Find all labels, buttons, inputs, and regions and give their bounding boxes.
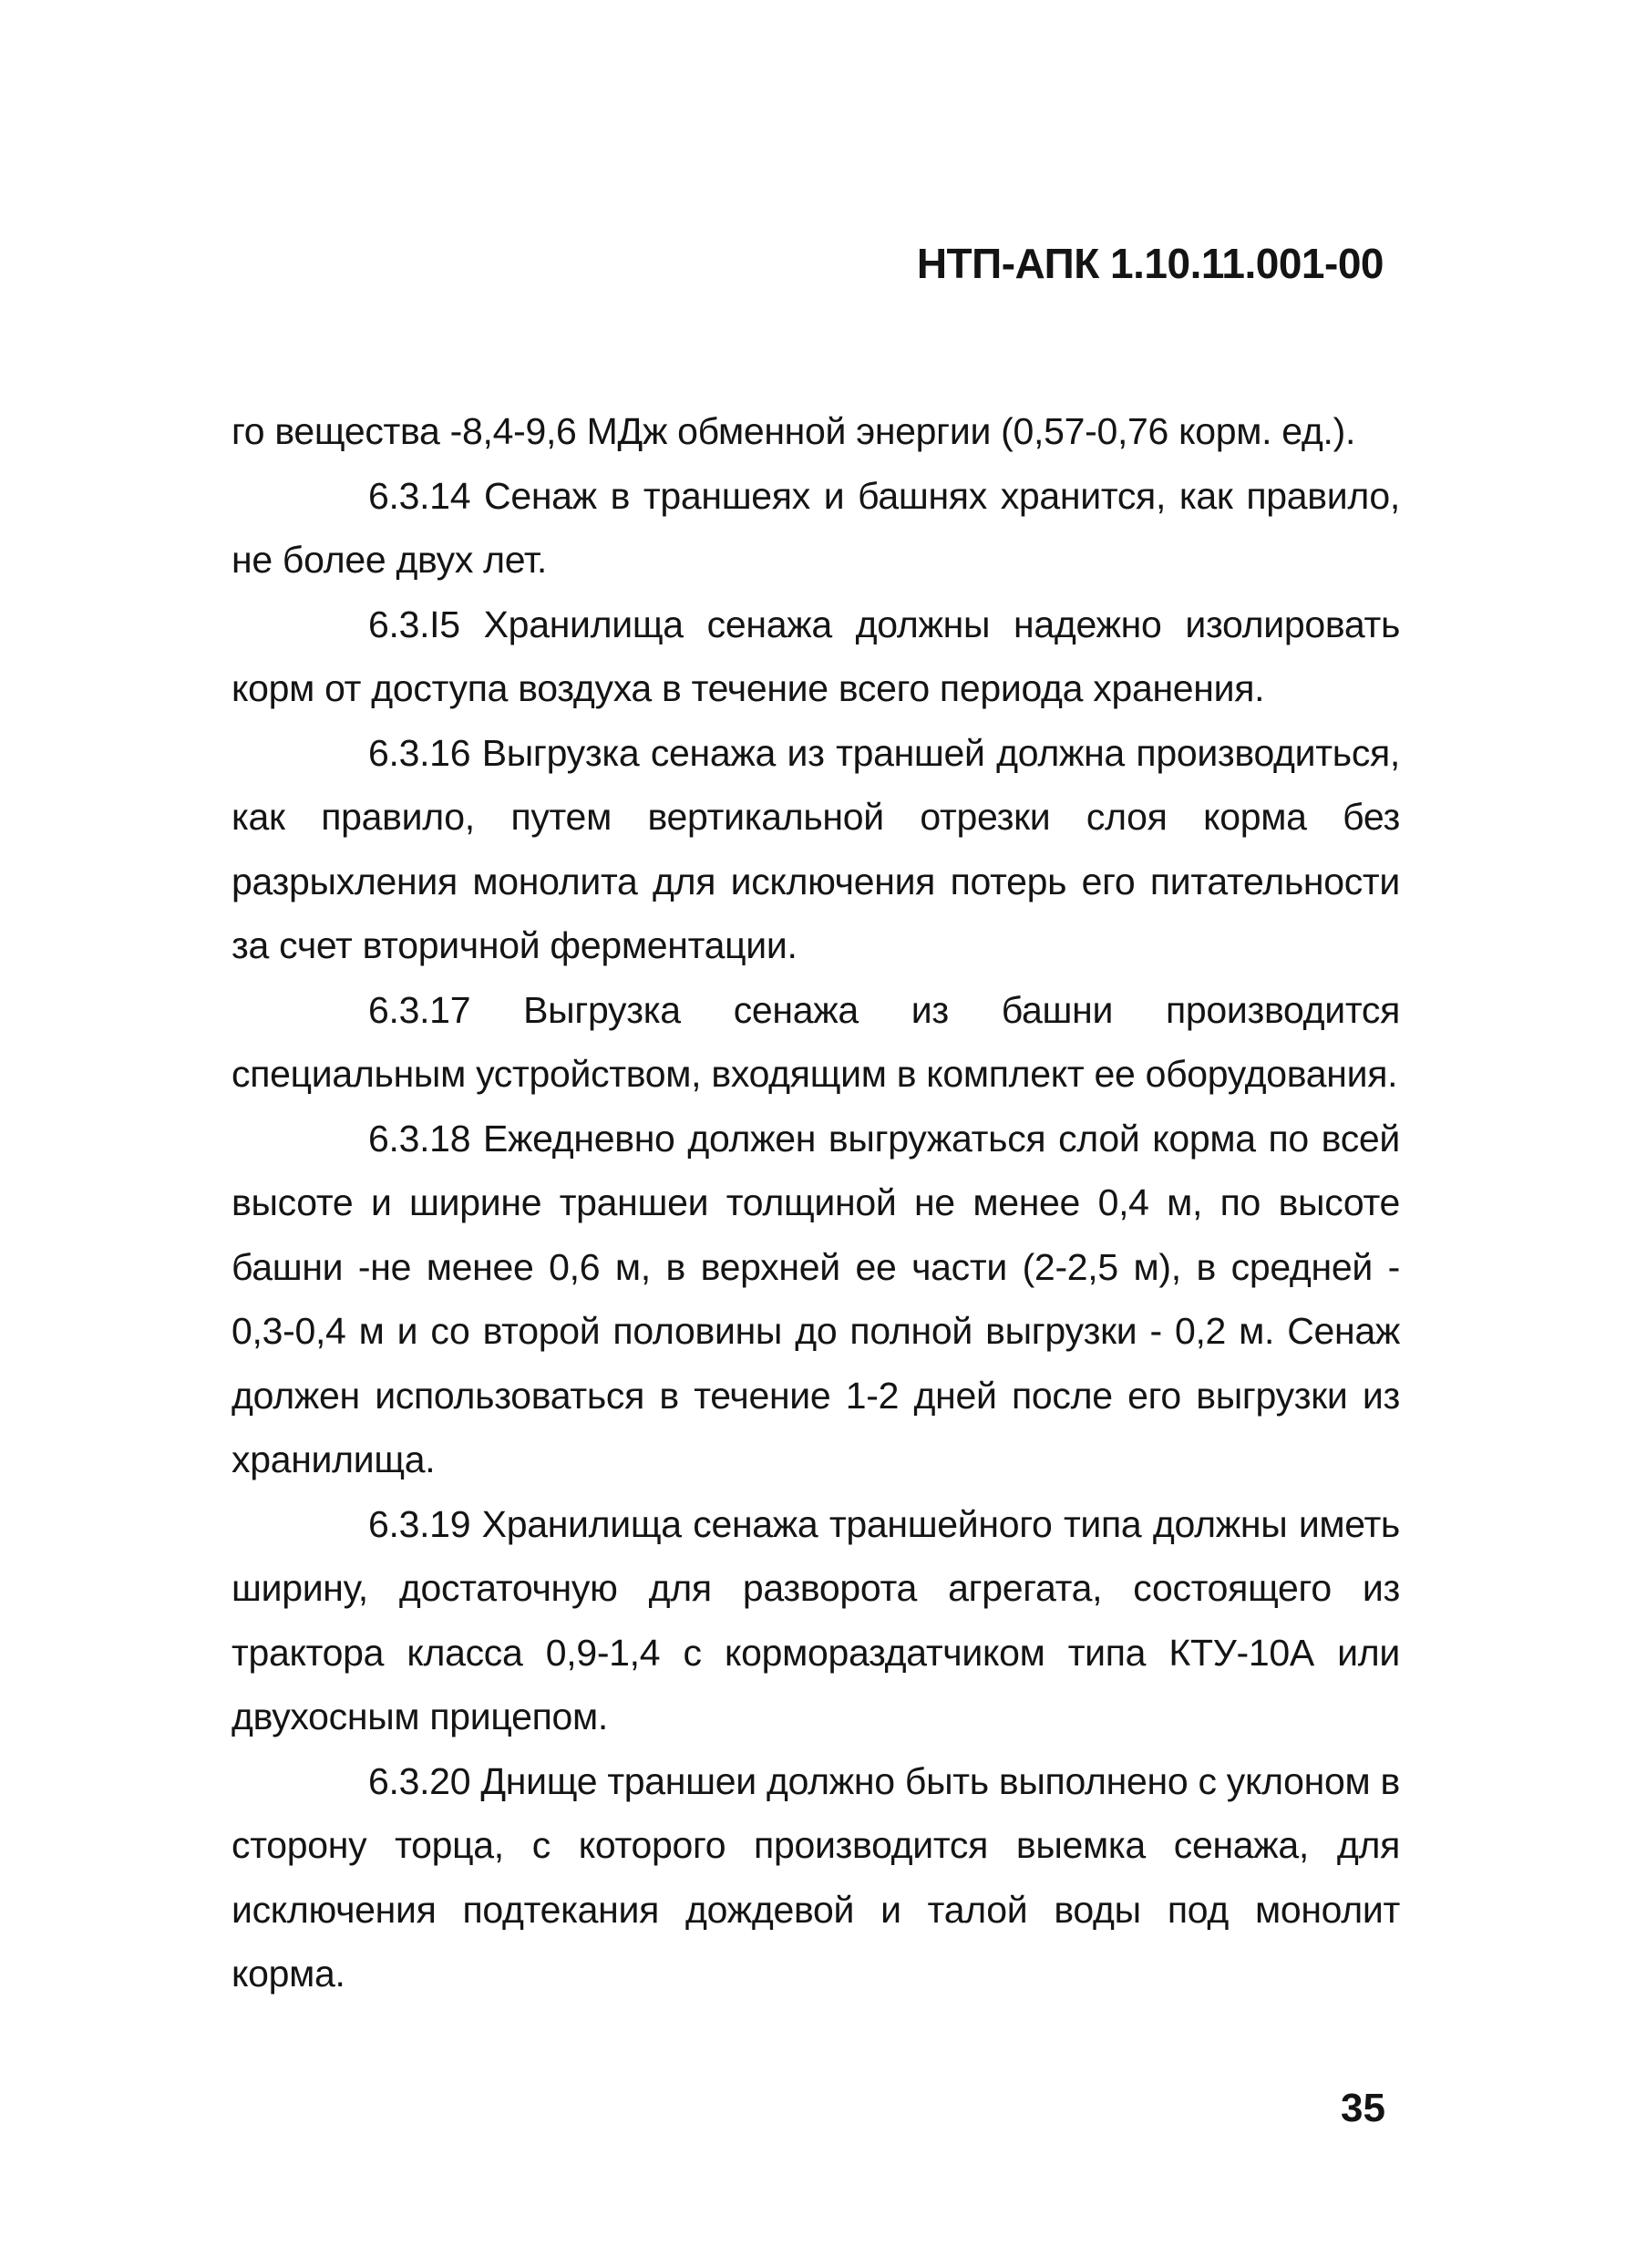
paragraph-6-3-20 [232, 1749, 1400, 2006]
paragraph-6-3-15 [232, 593, 1400, 721]
paragraph-6-3-17 [232, 978, 1400, 1107]
paragraph-6-3-19 [232, 1492, 1400, 1749]
paragraph-continuation [232, 399, 1400, 464]
paragraph-6-3-18 [232, 1107, 1400, 1492]
document-code-header: НТП-АПК 1.10.11.001-00 [916, 240, 1384, 287]
paragraph-text: Хранилища сенажа должны надежно изолировать корм от доступа воздуха в течение всего периода хранения. [232, 603, 1400, 709]
clause-number: 6.3.19 [368, 1502, 471, 1545]
clause-number: 6.3.20 [368, 1759, 471, 1802]
paragraph-text: Хранилища сенажа траншейного типа должны иметь ширину, достаточную для разворота агрегата, состоящего из трактора класса 0,9-1,4 с кормораздатчиком типа КТУ-10А или двухосным прицепом. [232, 1502, 1400, 1737]
paragraph-text: Днище траншеи должно быть выполнено с уклоном в сторону торца, с которого производится выемка сенажа, для исключения подтекания дождевой и талой воды под монолит корма. [232, 1759, 1400, 1995]
clause-number: 6.3.17 [368, 988, 471, 1031]
clause-number: 6.3.I5 [368, 603, 460, 645]
paragraph-text: Выгрузка сенажа из траншей должна производиться, как правило, путем вертикальной отрезки слоя корма без разрыхления монолита для исключения потерь его питательности за счет вторичной ферментации. [232, 731, 1401, 966]
page-number: 35 [1341, 2086, 1385, 2130]
paragraph-6-3-16 [232, 721, 1400, 978]
clause-number: 6.3.16 [368, 731, 471, 774]
clause-number: 6.3.14 [368, 474, 471, 517]
document-body [232, 399, 1400, 2006]
paragraph-text: Ежедневно должен выгружаться слой корма по всей высоте и ширине траншеи толщиной не менее 0,4 м, по высоте башни -не менее 0,6 м, в верхней ее части (2-2,5 м), в средней - 0,3-0,4 м и со второй половины до полной выгрузки - 0,2 м. Сенаж должен использоваться в течение 1-2 дней после его выгрузки из хранилища. [232, 1117, 1401, 1480]
paragraph-6-3-14 [232, 464, 1400, 593]
paragraph-text: Выгрузка сенажа из башни производится специальным устройством, входящим в комплект ее оборудования. [232, 988, 1400, 1095]
paragraph-text: Сенаж в траншеях и башнях хранится, как правило, не более двух лет. [232, 474, 1401, 581]
clause-number: 6.3.18 [368, 1117, 471, 1160]
paragraph-text: го вещества -8,4-9,6 МДж обменной энергии (0,57-0,76 корм. ед.). [232, 410, 1356, 452]
